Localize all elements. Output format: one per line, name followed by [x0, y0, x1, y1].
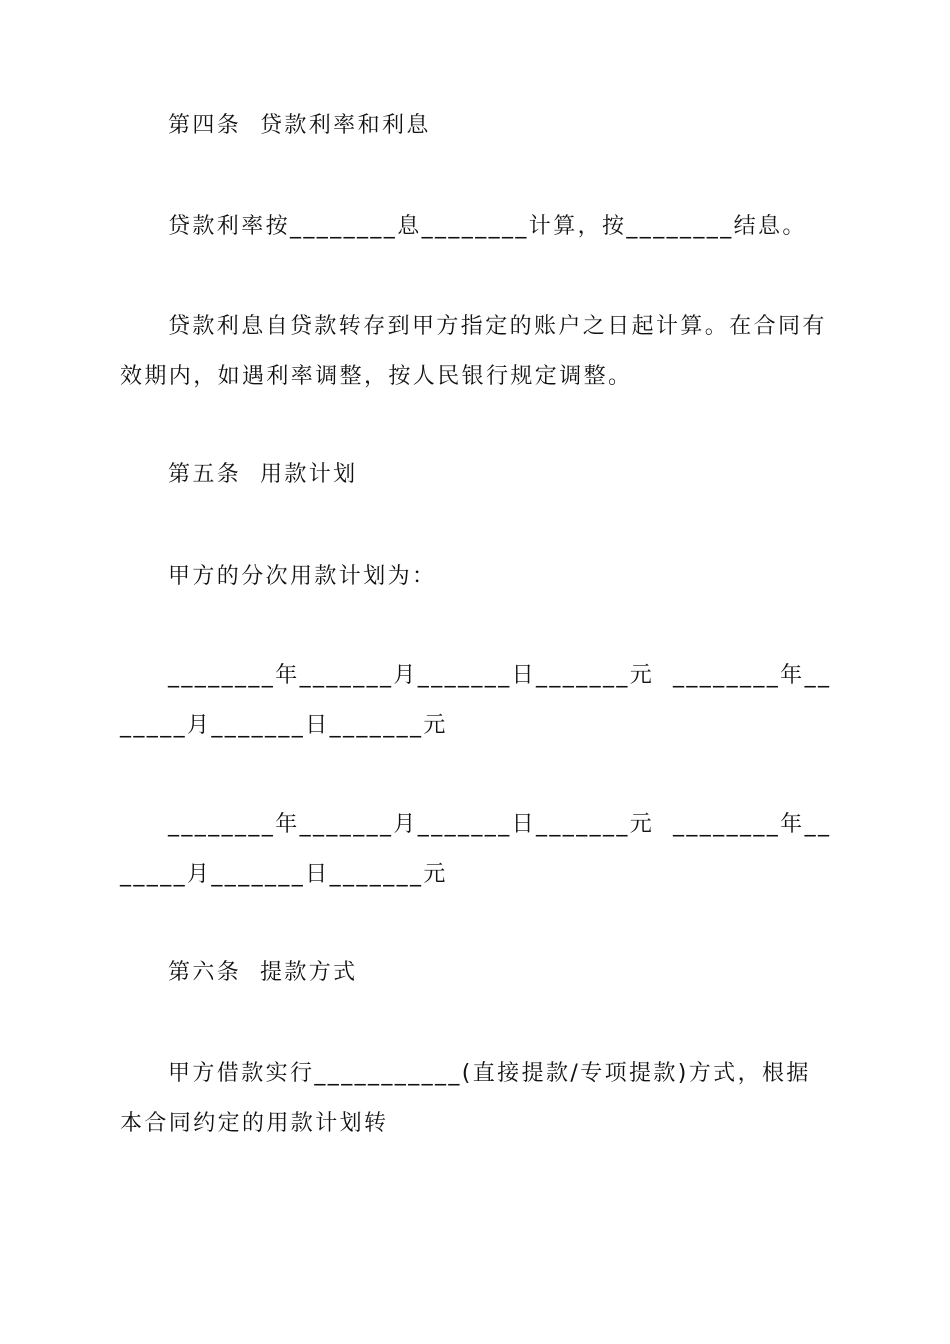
article-6-method-paragraph: 甲方借款实行___________(直接提款/专项提款)方式，根据本合同约定的用款计划转 [120, 1061, 811, 1136]
article-5-intro: 甲方的分次用款计划为： [168, 564, 437, 589]
schedule-line-2: ________年_______月_______日_______元 ________年_______月_______日_______元 [120, 812, 832, 887]
article-5-heading: 第五条 用款计划 [168, 462, 358, 487]
article-6-heading: 第六条 提款方式 [168, 960, 358, 985]
article-4-interest-paragraph: 贷款利息自贷款转存到甲方指定的账户之日起计算。在合同有效期内，如遇利率调整，按人民银行规定调整。 [120, 314, 827, 389]
article-4-rate-line: 贷款利率按________息________计算，按________结息。 [168, 214, 807, 239]
article-4-heading: 第四条 贷款利率和利息 [168, 113, 431, 138]
schedule-line-1: ________年_______月_______日_______元 ________年_______月_______日_______元 [120, 663, 832, 738]
